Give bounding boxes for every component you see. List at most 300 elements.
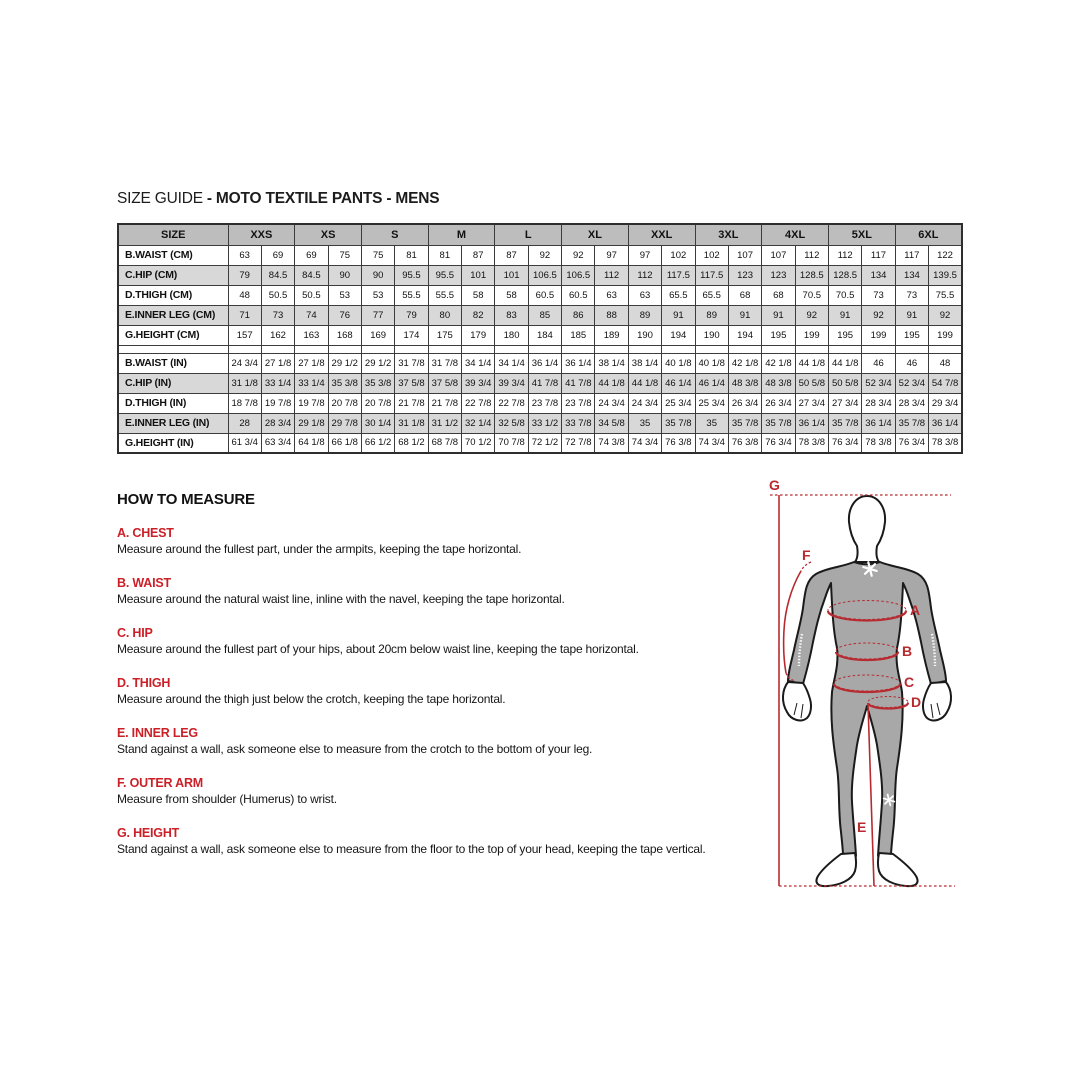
measurement-cell: 74 3/8	[595, 433, 628, 453]
measurement-cell: 117.5	[695, 265, 728, 285]
figure-label-inner-leg: E	[857, 819, 867, 835]
measurement-cell: 70.5	[828, 285, 861, 305]
figure-label-hip: C	[904, 674, 915, 690]
measurement-cell: 35 3/8	[328, 373, 361, 393]
measurement-cell: 68 1/2	[395, 433, 428, 453]
separator-cell	[895, 345, 928, 353]
measure-section-thigh	[117, 676, 777, 707]
left-hand	[783, 682, 811, 720]
separator-cell	[695, 345, 728, 353]
measurement-cell: 117	[862, 245, 895, 265]
table-row	[118, 353, 962, 373]
measurement-cell: 65.5	[695, 285, 728, 305]
measurement-cell: 106.5	[562, 265, 595, 285]
measurement-cell: 25 3/4	[695, 393, 728, 413]
measurement-cell: 74	[295, 305, 328, 325]
measurement-cell: 102	[662, 245, 695, 265]
measurement-cell: 179	[462, 325, 495, 345]
separator-cell	[562, 345, 595, 353]
measurement-cell: 134	[895, 265, 928, 285]
measurement-cell: 87	[462, 245, 495, 265]
row-label: C.HIP (CM)	[118, 265, 228, 285]
measurement-cell: 70 7/8	[495, 433, 528, 453]
measurement-cell: 22 7/8	[495, 393, 528, 413]
measurement-cell: 42 1/8	[728, 353, 761, 373]
measurement-cell: 19 7/8	[295, 393, 328, 413]
page-title-bold: - MOTO TEXTILE PANTS - MENS	[206, 190, 440, 207]
measurement-cell: 48	[228, 285, 261, 305]
measurement-cell: 28 3/4	[895, 393, 928, 413]
figure-label-outer-arm: F	[802, 547, 811, 563]
measurement-cell: 36 1/4	[562, 353, 595, 373]
separator-cell	[118, 345, 228, 353]
row-label: B.WAIST (CM)	[118, 245, 228, 265]
measurement-cell: 70.5	[795, 285, 828, 305]
separator-cell	[862, 345, 895, 353]
measurement-cell: 34 1/4	[495, 353, 528, 373]
measurement-cell: 35	[628, 413, 661, 433]
measurement-cell: 78 3/8	[795, 433, 828, 453]
measurement-cell: 162	[261, 325, 294, 345]
size-column-header: XXL	[628, 224, 695, 245]
measure-section-text: Stand against a wall, ask someone else to measure from the floor to the top of your head, keeping the tape vertical.	[117, 842, 706, 856]
measurement-cell: 89	[628, 305, 661, 325]
measurement-cell: 23 7/8	[528, 393, 561, 413]
measure-section-inner-leg	[117, 726, 777, 757]
measurement-cell: 40 1/8	[695, 353, 728, 373]
measurement-cell: 36 1/4	[929, 413, 962, 433]
measurement-cell: 60.5	[528, 285, 561, 305]
measurement-cell: 46	[862, 353, 895, 373]
measurement-cell: 112	[795, 245, 828, 265]
measurement-cell: 41 7/8	[528, 373, 561, 393]
measurement-cell: 128.5	[795, 265, 828, 285]
measure-instructions	[117, 526, 777, 876]
measurement-cell: 112	[828, 245, 861, 265]
measurement-cell: 139.5	[929, 265, 962, 285]
measurement-cell: 29 1/8	[295, 413, 328, 433]
measurement-cell: 92	[528, 245, 561, 265]
separator-cell	[328, 345, 361, 353]
measurement-cell: 122	[929, 245, 962, 265]
measurement-cell: 91	[728, 305, 761, 325]
measurement-cell: 90	[361, 265, 394, 285]
measurement-cell: 71	[228, 305, 261, 325]
figure-label-height: G	[769, 477, 780, 493]
separator-cell	[628, 345, 661, 353]
measurement-cell: 46 1/4	[695, 373, 728, 393]
measurement-cell: 31 1/8	[228, 373, 261, 393]
measurement-cell: 107	[762, 245, 795, 265]
measurement-cell: 35 7/8	[828, 413, 861, 433]
measurement-cell: 69	[261, 245, 294, 265]
separator-cell	[462, 345, 495, 353]
measurement-cell: 31 7/8	[428, 353, 461, 373]
measure-section-text: Measure from shoulder (Humerus) to wrist.	[117, 792, 337, 806]
table-row	[118, 393, 962, 413]
measurement-cell: 28	[228, 413, 261, 433]
measurement-cell: 73	[261, 305, 294, 325]
measurement-cell: 88	[595, 305, 628, 325]
measurement-cell: 27 1/8	[295, 353, 328, 373]
measurement-cell: 174	[395, 325, 428, 345]
size-table	[117, 223, 963, 454]
measurement-cell: 117.5	[662, 265, 695, 285]
measurement-cell: 36 1/4	[528, 353, 561, 373]
measure-section-title: D. THIGH	[117, 676, 171, 690]
measurement-cell: 63	[595, 285, 628, 305]
measurement-cell: 70 1/2	[462, 433, 495, 453]
measurement-cell: 75.5	[929, 285, 962, 305]
measurement-cell: 76 3/4	[828, 433, 861, 453]
measurement-cell: 72 1/2	[528, 433, 561, 453]
measurement-cell: 81	[428, 245, 461, 265]
table-row	[118, 265, 962, 285]
size-column-header: L	[495, 224, 562, 245]
measurement-cell: 66 1/8	[328, 433, 361, 453]
measurement-cell: 53	[328, 285, 361, 305]
measurement-cell: 23 7/8	[562, 393, 595, 413]
measurement-cell: 24 3/4	[628, 393, 661, 413]
size-column-header: 4XL	[762, 224, 829, 245]
row-label: B.WAIST (IN)	[118, 353, 228, 373]
measurement-cell: 112	[628, 265, 661, 285]
measurement-cell: 48 3/8	[762, 373, 795, 393]
measurement-cell: 86	[562, 305, 595, 325]
separator-cell	[395, 345, 428, 353]
measurement-cell: 63	[228, 245, 261, 265]
measurement-cell: 97	[628, 245, 661, 265]
left-foot	[816, 853, 856, 886]
measurement-cell: 101	[495, 265, 528, 285]
measurement-cell: 50.5	[295, 285, 328, 305]
measurement-cell: 95.5	[428, 265, 461, 285]
measurement-cell: 107	[728, 245, 761, 265]
measurement-cell: 168	[328, 325, 361, 345]
measurement-cell: 163	[295, 325, 328, 345]
measurement-cell: 101	[462, 265, 495, 285]
head	[849, 496, 885, 562]
measurement-cell: 44 1/8	[828, 353, 861, 373]
row-label: G.HEIGHT (IN)	[118, 433, 228, 453]
size-column-header: S	[361, 224, 428, 245]
measurement-cell: 97	[595, 245, 628, 265]
measurement-cell: 76	[328, 305, 361, 325]
measure-section-title: A. CHEST	[117, 526, 174, 540]
measurement-cell: 41 7/8	[562, 373, 595, 393]
measurement-cell: 37 5/8	[395, 373, 428, 393]
measurement-cell: 76 3/8	[728, 433, 761, 453]
separator-cell	[662, 345, 695, 353]
measurement-cell: 195	[828, 325, 861, 345]
measurement-cell: 38 1/4	[595, 353, 628, 373]
size-header-row	[118, 224, 962, 245]
table-row	[118, 325, 962, 345]
figure-label-chest: A	[910, 602, 921, 618]
page-title	[117, 190, 439, 208]
separator-cell	[495, 345, 528, 353]
measurement-cell: 26 3/4	[728, 393, 761, 413]
measurement-cell: 180	[495, 325, 528, 345]
measurement-cell: 44 1/8	[795, 353, 828, 373]
measurement-cell: 84.5	[295, 265, 328, 285]
measurement-cell: 61 3/4	[228, 433, 261, 453]
measurement-cell: 75	[328, 245, 361, 265]
size-column-header: XS	[295, 224, 362, 245]
size-header: SIZE	[118, 224, 228, 245]
measurement-cell: 48 3/8	[728, 373, 761, 393]
measurement-cell: 123	[762, 265, 795, 285]
measurement-cell: 77	[361, 305, 394, 325]
row-label: D.THIGH (IN)	[118, 393, 228, 413]
measurement-cell: 169	[361, 325, 394, 345]
body-diagram	[755, 470, 970, 900]
size-column-header: 5XL	[828, 224, 895, 245]
measurement-cell: 184	[528, 325, 561, 345]
measurement-cell: 63	[628, 285, 661, 305]
measurement-cell: 38 1/4	[628, 353, 661, 373]
measurement-cell: 55.5	[428, 285, 461, 305]
measurement-cell: 85	[528, 305, 561, 325]
measurement-cell: 35 7/8	[662, 413, 695, 433]
measurement-cell: 27 3/4	[828, 393, 861, 413]
measurement-cell: 37 5/8	[428, 373, 461, 393]
measurement-cell: 19 7/8	[261, 393, 294, 413]
row-label: C.HIP (IN)	[118, 373, 228, 393]
measurement-cell: 48	[929, 353, 962, 373]
measurement-cell: 21 7/8	[428, 393, 461, 413]
measurement-cell: 35 3/8	[361, 373, 394, 393]
measurement-cell: 20 7/8	[361, 393, 394, 413]
separator-cell	[528, 345, 561, 353]
measurement-cell: 52 3/4	[895, 373, 928, 393]
measurement-cell: 102	[695, 245, 728, 265]
table-row	[118, 245, 962, 265]
measure-section-title: C. HIP	[117, 626, 153, 640]
measurement-cell: 199	[795, 325, 828, 345]
measurement-cell: 36 1/4	[795, 413, 828, 433]
size-column-header: XXS	[228, 224, 295, 245]
measurement-cell: 21 7/8	[395, 393, 428, 413]
measure-section-title: G. HEIGHT	[117, 826, 180, 840]
measurement-cell: 83	[495, 305, 528, 325]
measurement-cell: 87	[495, 245, 528, 265]
measure-section-text: Measure around the natural waist line, inline with the navel, keeping the tape horizontal.	[117, 592, 565, 606]
measure-section-chest	[117, 526, 777, 557]
measurement-cell: 128.5	[828, 265, 861, 285]
separator-cell	[428, 345, 461, 353]
measurement-cell: 185	[562, 325, 595, 345]
row-label: G.HEIGHT (CM)	[118, 325, 228, 345]
measurement-cell: 26 3/4	[762, 393, 795, 413]
measurement-cell: 58	[495, 285, 528, 305]
measurement-cell: 157	[228, 325, 261, 345]
measurement-cell: 194	[728, 325, 761, 345]
separator-cell	[762, 345, 795, 353]
measure-section-outer-arm	[117, 776, 777, 807]
separator-cell	[295, 345, 328, 353]
measurement-cell: 50 5/8	[828, 373, 861, 393]
measurement-cell: 52 3/4	[862, 373, 895, 393]
measure-section-title: F. OUTER ARM	[117, 776, 204, 790]
measurement-cell: 199	[862, 325, 895, 345]
separator-cell	[261, 345, 294, 353]
separator-cell	[595, 345, 628, 353]
measurement-cell: 76 3/8	[662, 433, 695, 453]
measurement-cell: 190	[628, 325, 661, 345]
measurement-cell: 63 3/4	[261, 433, 294, 453]
measurement-cell: 58	[462, 285, 495, 305]
measurement-cell: 90	[328, 265, 361, 285]
measurement-cell: 76 3/4	[762, 433, 795, 453]
measurement-cell: 20 7/8	[328, 393, 361, 413]
outer-arm-dash-top	[801, 562, 811, 571]
measurement-cell: 190	[695, 325, 728, 345]
figure-label-thigh: D	[911, 694, 922, 710]
measurement-cell: 75	[361, 245, 394, 265]
figure-label-waist: B	[902, 643, 913, 659]
measurement-cell: 28 3/4	[261, 413, 294, 433]
measurement-cell: 29 1/2	[361, 353, 394, 373]
measurement-cell: 40 1/8	[662, 353, 695, 373]
measurement-cell: 27 3/4	[795, 393, 828, 413]
size-column-header: 6XL	[895, 224, 962, 245]
how-to-measure-heading: HOW TO MEASURE	[117, 491, 255, 508]
table-row	[118, 413, 962, 433]
measurement-cell: 34 5/8	[595, 413, 628, 433]
measurement-cell: 134	[862, 265, 895, 285]
measurement-cell: 91	[895, 305, 928, 325]
measurement-cell: 34 1/4	[462, 353, 495, 373]
separator-cell	[929, 345, 962, 353]
measurement-cell: 46 1/4	[662, 373, 695, 393]
measurement-cell: 22 7/8	[462, 393, 495, 413]
measurement-cell: 35 7/8	[728, 413, 761, 433]
separator-cell	[728, 345, 761, 353]
measurement-cell: 112	[595, 265, 628, 285]
measurement-cell: 50 5/8	[795, 373, 828, 393]
measurement-cell: 33 7/8	[562, 413, 595, 433]
measurement-cell: 27 1/8	[261, 353, 294, 373]
row-label: E.INNER LEG (IN)	[118, 413, 228, 433]
measurement-cell: 195	[895, 325, 928, 345]
table-row	[118, 285, 962, 305]
measurement-cell: 74 3/4	[628, 433, 661, 453]
measurement-cell: 95.5	[395, 265, 428, 285]
measurement-cell: 18 7/8	[228, 393, 261, 413]
measurement-cell: 42 1/8	[762, 353, 795, 373]
measurement-cell: 79	[228, 265, 261, 285]
measurement-cell: 31 1/8	[395, 413, 428, 433]
measurement-cell: 29 7/8	[328, 413, 361, 433]
measure-section-text: Measure around the thigh just below the crotch, keeping the tape horizontal.	[117, 692, 506, 706]
measurement-cell: 91	[762, 305, 795, 325]
measurement-cell: 189	[595, 325, 628, 345]
measurement-cell: 199	[929, 325, 962, 345]
measurement-cell: 39 3/4	[495, 373, 528, 393]
measurement-cell: 69	[295, 245, 328, 265]
measurement-cell: 65.5	[662, 285, 695, 305]
measure-section-text: Measure around the fullest part of your hips, about 20cm below waist line, keeping the tape horizontal.	[117, 642, 639, 656]
measurement-cell: 31 1/2	[428, 413, 461, 433]
measurement-cell: 175	[428, 325, 461, 345]
size-column-header: XL	[562, 224, 629, 245]
measurement-cell: 92	[862, 305, 895, 325]
measurement-cell: 64 1/8	[295, 433, 328, 453]
measurement-cell: 73	[895, 285, 928, 305]
measurement-cell: 74 3/4	[695, 433, 728, 453]
measurement-cell: 35 7/8	[762, 413, 795, 433]
measurement-cell: 68	[728, 285, 761, 305]
measurement-cell: 33 1/2	[528, 413, 561, 433]
measurement-cell: 72 7/8	[562, 433, 595, 453]
measurement-cell: 80	[428, 305, 461, 325]
row-label: E.INNER LEG (CM)	[118, 305, 228, 325]
table-row	[118, 433, 962, 453]
measurement-cell: 28 3/4	[862, 393, 895, 413]
measurement-cell: 78 3/8	[929, 433, 962, 453]
measurement-cell: 53	[361, 285, 394, 305]
measure-section-hip	[117, 626, 777, 657]
measurement-figure	[755, 470, 970, 900]
measurement-cell: 35	[695, 413, 728, 433]
measurement-cell: 66 1/2	[361, 433, 394, 453]
measurement-cell: 123	[728, 265, 761, 285]
measurement-cell: 92	[795, 305, 828, 325]
measurement-cell: 82	[462, 305, 495, 325]
measurement-cell: 35 7/8	[895, 413, 928, 433]
measurement-cell: 25 3/4	[662, 393, 695, 413]
measurement-cell: 106.5	[528, 265, 561, 285]
measurement-cell: 44 1/8	[595, 373, 628, 393]
measurement-cell: 32 5/8	[495, 413, 528, 433]
measurement-cell: 32 1/4	[462, 413, 495, 433]
measurement-cell: 79	[395, 305, 428, 325]
measure-section-waist	[117, 576, 777, 607]
measurement-cell: 91	[662, 305, 695, 325]
separator-cell	[828, 345, 861, 353]
table-row	[118, 305, 962, 325]
measurement-cell: 84.5	[261, 265, 294, 285]
page-title-regular: SIZE GUIDE	[117, 190, 203, 207]
measurement-cell: 29 3/4	[929, 393, 962, 413]
size-column-header: 3XL	[695, 224, 762, 245]
measurement-cell: 117	[895, 245, 928, 265]
measurement-cell: 36 1/4	[862, 413, 895, 433]
measurement-cell: 91	[828, 305, 861, 325]
row-label: D.THIGH (CM)	[118, 285, 228, 305]
separator-cell	[361, 345, 394, 353]
measurement-cell: 39 3/4	[462, 373, 495, 393]
measure-section-height	[117, 826, 777, 857]
measurement-cell: 92	[929, 305, 962, 325]
measure-section-text: Stand against a wall, ask someone else to measure from the crotch to the bottom of your leg.	[117, 742, 593, 756]
measurement-cell: 76 3/4	[895, 433, 928, 453]
measurement-cell: 92	[562, 245, 595, 265]
separator-cell	[228, 345, 261, 353]
measurement-cell: 24 3/4	[595, 393, 628, 413]
measurement-cell: 78 3/8	[862, 433, 895, 453]
measurement-cell: 46	[895, 353, 928, 373]
measure-section-title: E. INNER LEG	[117, 726, 198, 740]
separator-cell	[795, 345, 828, 353]
size-column-header: M	[428, 224, 495, 245]
measurement-cell: 195	[762, 325, 795, 345]
measurement-cell: 68 7/8	[428, 433, 461, 453]
measurement-cell: 60.5	[562, 285, 595, 305]
measurement-cell: 81	[395, 245, 428, 265]
measurement-cell: 33 1/4	[261, 373, 294, 393]
